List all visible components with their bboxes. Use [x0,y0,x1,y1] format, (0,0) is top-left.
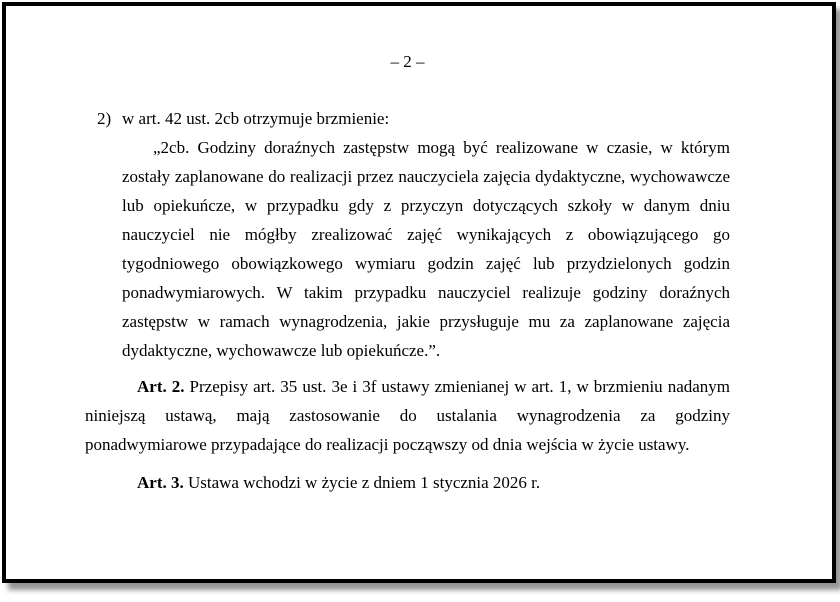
article-2-text: Przepisy art. 35 ust. 3e i 3f ustawy zmienianej w art. 1, w brzmieniu nadanym niniejszą ustawą, mają zastosowanie do ustalania wynagrodzenia za godziny ponadwymiarowe przypadające do realizacji począwszy od dnia wejścia w życie ustawy. [85,377,731,454]
quoted-provision: „2cb. Godziny doraźnych zastępstw mogą być realizowane w czasie, w którym zostały zaplanowane do realizacji przez nauczyciela zajęcia dydaktyczne, wychowawcze lub opiekuńcze, w przypadku gdy z przyczyn dotyczących szkoły w danym dniu nauczyciel nie mógłby zrealizować zajęć wynikających z obowiązującego go tygodniowego obowiązkowego wymiaru godzin zajęć lub przydzielonych godzin ponadwymiarowych. W takim przypadku nauczyciel realizuje godziny doraźnych zastępstw w ramach wynagrodzenia, jakie przysługuje mu za zaplanowane zajęcia dydaktyczne, wychowawcze lub opiekuńcze.”. [122,138,730,360]
article-2 [85,372,730,459]
page-number: – 2 – [390,52,425,71]
article-2-label: Art. 2. [137,377,185,396]
document-body [85,104,730,497]
amendment-item [85,104,730,133]
page-content [6,52,832,497]
document-page [2,2,836,583]
article-3-text: Ustawa wchodzi w życie z dniem 1 stycznia 2026 r. [187,473,541,492]
article-3-label: Art. 3. [137,473,184,492]
item-number: 2) [97,109,112,128]
item-intro: w art. 42 ust. 2cb otrzymuje brzmienie: [122,109,390,128]
article-3 [85,468,730,497]
